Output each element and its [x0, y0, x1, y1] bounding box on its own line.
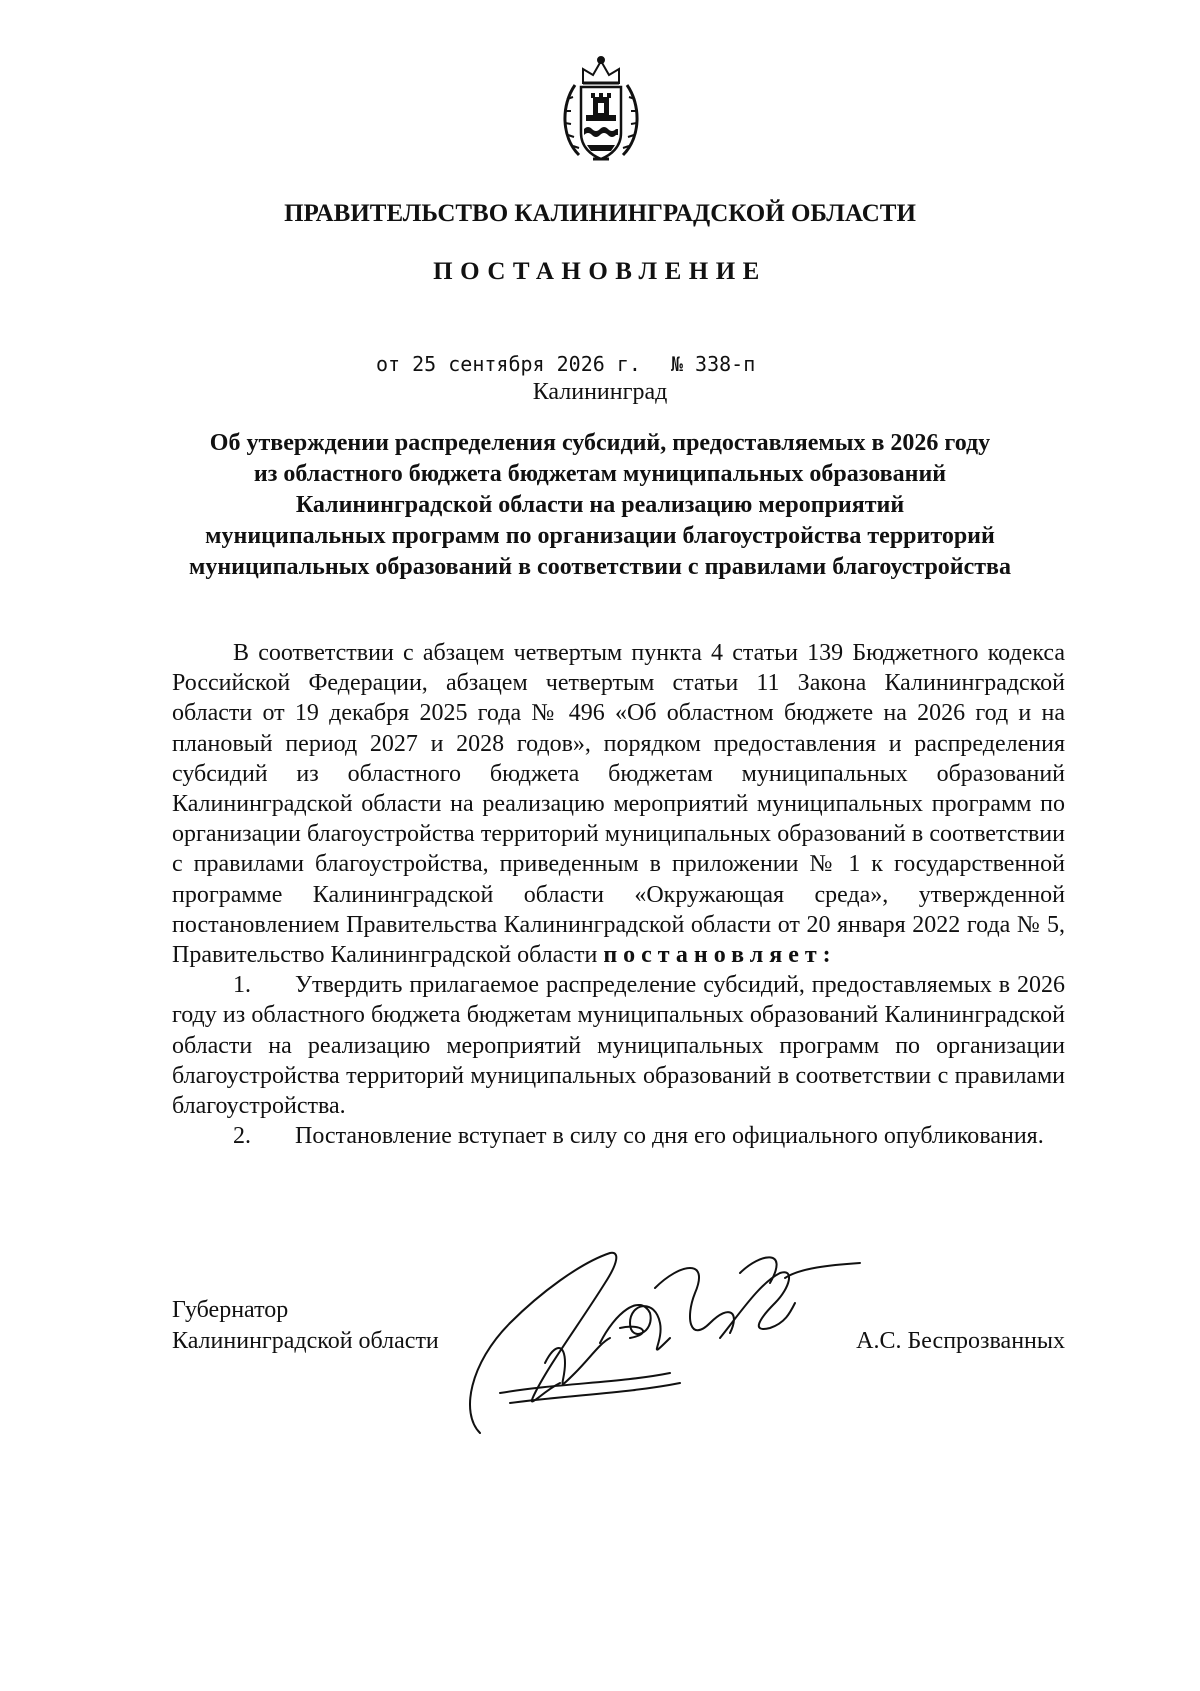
- document-type-heading: ПОСТАНОВЛЕНИЕ: [433, 258, 767, 285]
- document-date: 25 сентября 2026 г.: [412, 352, 641, 376]
- document-number: № 338-п: [670, 352, 756, 376]
- city: Калининград: [532, 379, 668, 405]
- title-line: Калининградской области на реализацию мероприятий: [295, 492, 905, 518]
- resolves-word: постановляет:: [603, 942, 837, 969]
- signatory-name: А.С. Беспрозванных: [856, 1328, 1065, 1354]
- position-line: Губернатор: [172, 1297, 289, 1323]
- item-number: 1.: [233, 972, 251, 999]
- resolution-item: [172, 970, 1065, 1121]
- government-heading: ПРАВИТЕЛЬСТВО КАЛИНИНГРАДСКОЙ ОБЛАСТИ: [284, 200, 916, 227]
- date-prefix: от: [376, 352, 401, 376]
- document-body: [172, 638, 1065, 1151]
- item-text: Утвердить прилагаемое распределение субсидий, предоставляемых в 2026 году из областного бюджета бюджетам муниципальных образований Калининградской области на реализацию мероприятий муниципальных программ по организации благоустройства территорий муниципальных образований в соответствии с правилами благоустройства.: [172, 972, 1065, 1120]
- coat-of-arms-icon: [553, 55, 649, 167]
- title-line: из областного бюджета бюджетам муниципальных образований: [253, 461, 947, 487]
- preamble-paragraph: [172, 638, 1065, 970]
- item-number: 2.: [233, 1123, 251, 1150]
- signatory-position: [172, 1295, 439, 1357]
- title-line: муниципальных программ по организации благоустройства территорий: [205, 523, 995, 549]
- date-number-line: [376, 352, 755, 376]
- position-line: Калининградской области: [172, 1328, 439, 1354]
- handwritten-signature: [440, 1243, 880, 1443]
- title-line: муниципальных образований в соответствии с правилами благоустройства: [188, 554, 1012, 580]
- document-title: [160, 428, 1040, 583]
- title-line: Об утверждении распределения субсидий, предоставляемых в 2026 году: [209, 430, 991, 456]
- item-text: Постановление вступает в силу со дня его официального опубликования.: [295, 1123, 1044, 1150]
- preamble-text: В соответствии с абзацем четвертым пункта 4 статьи 139 Бюджетного кодекса Российской Федерации, абзацем четвертым статьи 11 Закона Калининградской области от 19 декабря 2025 года № 496 «Об областном бюджете на 2026 год и на плановый период 2027 и 2028 годов», порядком предоставления и распределения субсидий из областного бюджета бюджетам муниципальных образований Калининградской области на реализацию мероприятий муниципальных программ по организации благоустройства территорий муниципальных образований в соответствии с правилами благоустройства, приведенным в приложении № 1 к государственной программе Калининградской области «Окружающая среда», утвержденной постановлением Правительства Калининградской области от 20 января 2022 года № 5, Правительство Калининградской области: [172, 640, 1065, 969]
- resolution-item: [172, 1121, 1065, 1151]
